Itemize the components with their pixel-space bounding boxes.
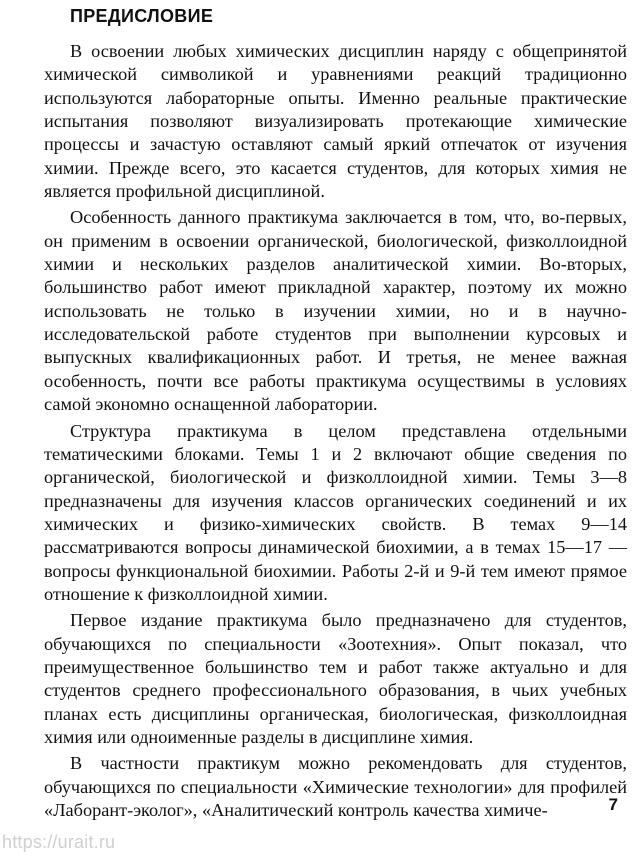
paragraph-1: В освоении любых химических дисциплин наряду с общепринятой химической символикой и уравнениями реакций традиционно используются лабораторные опыты. Именно реальные практические испытания позволяют визуализировать протекающие химические процессы и зачастую оставляют самый яркий отпечаток от изучения химии. Прежде всего, это касается студентов, для которых химия не является профильной дисциплиной. — [44, 41, 627, 202]
preface-body — [44, 40, 627, 822]
paragraph-5: В частности практикум можно рекомендовать для студентов, обучающихся по специальности «Химические технологии» для профилей «Лаборант-эколог», «Аналитический контроль качества химиче- — [44, 753, 627, 820]
page-number: 7 — [608, 795, 618, 814]
page-title: ПРЕДИСЛОВИЕ — [70, 6, 214, 26]
paragraph-2: Особенность данного практикума заключается в том, что, во-первых, он применим в освоении органической, биологической, физколлоидной химии и нескольких разделов аналитической химии. Во-вторых, большинство работ имеют прикладной характер, поэтому их можно использовать не только в изучении химии, но и в научно-исследовательской работе студентов при выполнении курсовых и выпускных квалификационных работ. И третья, не менее важная особенность, почти все работы практикума осуществимы в условиях самой экономно оснащенной лаборатории. — [44, 207, 627, 415]
source-watermark: https://urait.ru — [2, 832, 116, 852]
paragraph-4: Первое издание практикума было предназначено для студентов, обучающихся по специальности «Зоотехния». Опыт показал, что преимущественное большинство тем и работ также актуально и для студентов среднего профессионального образования, в чьих учебных планах есть дисциплины органическая, биологическая, физколлоидная химия или одноименные разделы в дисциплине химия. — [44, 610, 627, 747]
paragraph-3: Структура практикума в целом представлена отдельными тематическими блоками. Темы 1 и 2 включают общие сведения по органической, биологической и физколлоидной химии. Темы 3—8 предназначены для изучения классов органических соединений и их химических и физико-химических свойств. В темах 9—14 рассматриваются вопросы динамической биохимии, а в темах 15—17 — вопросы функциональной биохимии. Работы 2-й и 9-й тем имеют прямое отношение к физколлоидной химии. — [44, 420, 627, 604]
